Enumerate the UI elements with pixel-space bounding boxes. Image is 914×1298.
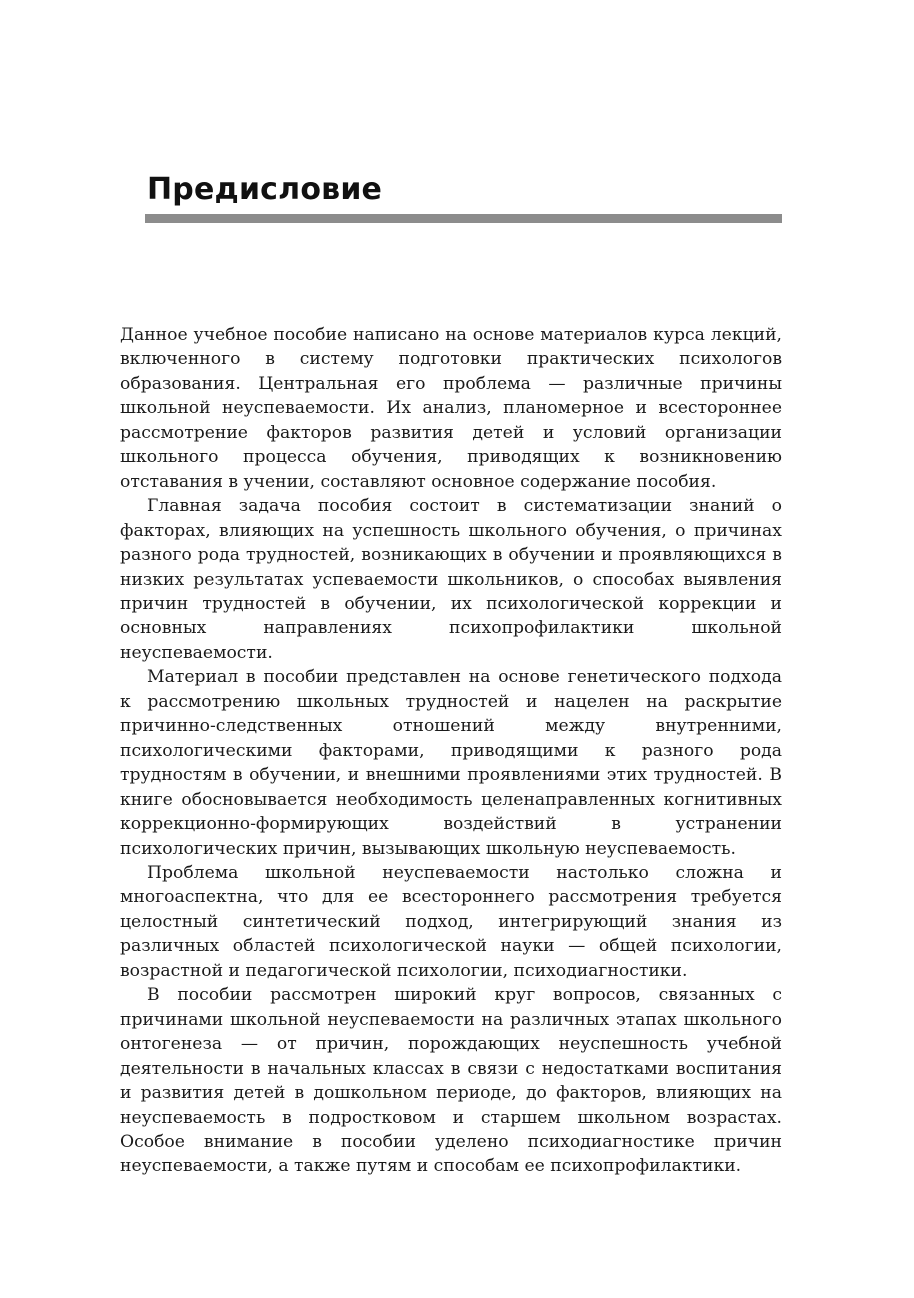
paragraph-2: Главная задача пособия состоит в систематизации знаний о факторах, влияющих на успешность школьного обучения, о причинах разного рода трудностей, возникающих в обучении и проявляющихся в низких результатах успеваемости школьников, о способах выявления причин трудностей в обучении, их психологической коррекции и основных направлениях психопрофилактики школьной неуспеваемости.: [120, 496, 782, 663]
page-title: Предисловие: [147, 172, 383, 207]
paragraph-5: В пособии рассмотрен широкий круг вопросов, связанных с причинами школьной неуспеваемости на различных этапах школьного онтогенеза — от причин, порождающих неуспешность учебной деятельности в начальных классах в связи с недостатками воспитания и развития детей в дошкольном периоде, до факторов, влияющих на неуспеваемость в подростковом и старшем школьном возрастах. Особое внимание в пособии уделено психодиагностике причин неуспеваемости, а также путям и способам ее психопрофилактики.: [120, 985, 782, 1177]
paragraph-4: Проблема школьной неуспеваемости настолько сложна и многоаспектна, что для ее всестороннего рассмотрения требуется целостный синтетический подход, интегрирующий знания из различных областей психологической науки — общей психологии, возрастной и педагогической психологии, психодиагностики.: [120, 862, 782, 981]
preface-body: [120, 323, 782, 1179]
title-underline-rule: [145, 214, 782, 223]
paragraph-3: Материал в пособии представлен на основе генетического подхода к рассмотрению школьных трудностей и нацелен на раскрытие причинно-следственных отношений между внутренними, психологическими факторами, приводящими к разного рода трудностям в обучении, и внешними проявлениями этих трудностей. В книге обосновывается необходимость целенаправленных когнитивных коррекционно-формирующих воздействий в устранении психологических причин, вызывающих школьную неуспеваемость.: [120, 667, 782, 859]
paragraph-1: Данное учебное пособие написано на основе материалов курса лекций, включенного в систему подготовки практических психологов образования. Центральная его проблема — различные причины школьной неуспеваемости. Их анализ, планомерное и всестороннее рассмотрение факторов развития детей и условий организации школьного процесса обучения, приводящих к возникновению отставания в учении, составляют основное содержание пособия.: [120, 325, 782, 492]
